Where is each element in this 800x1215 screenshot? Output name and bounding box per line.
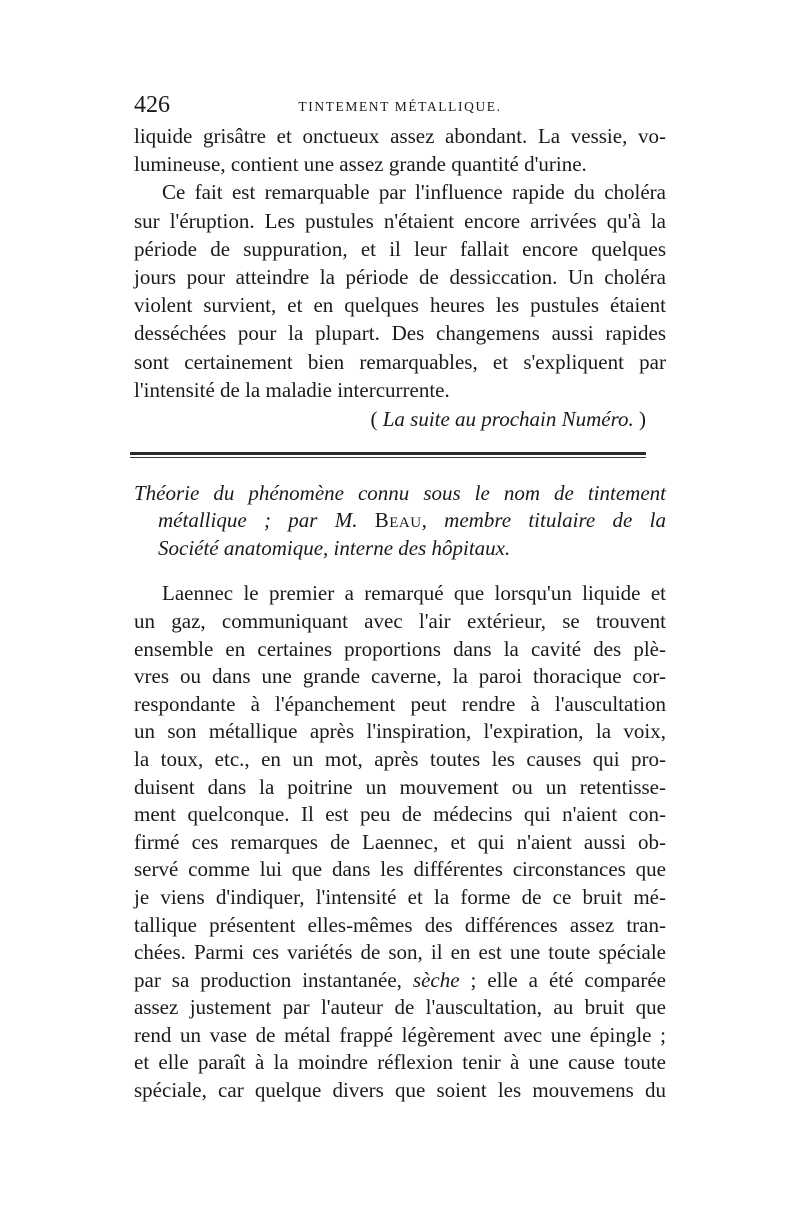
previous-article-text	[134, 122, 666, 433]
book-page	[134, 92, 666, 1105]
text-line: desséchées pour la plupart. Des changemens aussi rapides	[134, 321, 666, 346]
text-line: un son métallique après l'inspiration, l'expiration, la voix,	[134, 719, 666, 744]
continued-prefix: (	[370, 406, 383, 431]
text-line: période de suppuration, et il leur fallait encore quelques	[134, 236, 666, 261]
text-line: liquide grisâtre et onctueux assez abondant. La vessie, vo-	[134, 124, 666, 148]
continued-note	[134, 405, 666, 433]
text-line: jours pour atteindre la période de dessiccation. Un choléra	[134, 264, 666, 289]
text-line: spéciale, car quelque divers que soient les mouvemens du	[134, 1078, 666, 1103]
continued-suffix: )	[633, 406, 646, 431]
text-line: ment quelconque. Il est peu de médecins qui n'aient con-	[134, 802, 666, 827]
page-number: 426	[134, 92, 170, 118]
italic-word: sèche	[412, 967, 460, 992]
article-title	[134, 480, 666, 563]
text-line: respondante à l'épanchement peut rendre à l'auscultation	[134, 691, 666, 716]
title-text: métallique ; par M.	[158, 508, 375, 533]
title-line: Théorie du phénomène connu sous le nom de tintement	[134, 480, 666, 505]
text-span: ; elle a été comparée	[459, 967, 667, 992]
text-line: sur l'éruption. Les pustules n'étaient encore arrivées qu'à la	[134, 208, 666, 233]
text-line: la toux, etc., en un mot, après toutes les causes qui pro-	[134, 746, 666, 771]
text-span: par sa production instantanée,	[134, 967, 413, 992]
text-line: ensemble en certaines proportions dans la cavité des plè-	[134, 636, 666, 661]
title-text: , membre titulaire de la	[421, 508, 666, 533]
text-line: lumineuse, contient une assez grande quantité d'urine.	[134, 152, 587, 177]
text-line: Ce fait est remarquable par l'influence rapide du choléra	[162, 180, 666, 205]
article-body	[134, 580, 666, 1104]
text-line: vres ou dans une grande caverne, la paroi thoracique cor-	[134, 664, 666, 689]
text-line: je viens d'indiquer, l'intensité et la forme de ce bruit mé-	[134, 884, 666, 909]
text-line: rend un vase de métal frappé légèrement avec une épingle ;	[134, 1022, 666, 1047]
text-line: servé comme lui que dans les différentes circonstances que	[134, 857, 666, 882]
text-line: et elle paraît à la moindre réflexion tenir à une cause toute	[134, 1050, 666, 1075]
text-line: firmé ces remarques de Laennec, et qui n'aient aussi ob-	[134, 829, 666, 854]
divider-thin-rule	[130, 457, 646, 458]
title-line: Société anatomique, interne des hôpitaux.	[158, 535, 511, 560]
divider-thick-rule	[130, 452, 646, 455]
text-line: chées. Parmi ces variétés de son, il en est une toute spéciale	[134, 940, 666, 965]
text-line: un gaz, communiquant avec l'air extérieur, se trouvent	[134, 608, 666, 633]
author-name: Beau	[374, 508, 422, 533]
text-line: tallique présentent elles-mêmes des différences assez tran-	[134, 912, 666, 937]
running-title: TINTEMENT MÉTALLIQUE.	[298, 99, 502, 114]
text-line: duisent dans la poitrine un mouvement ou un retentisse-	[134, 774, 666, 799]
text-line: assez justement par l'auteur de l'auscultation, au bruit que	[134, 995, 666, 1020]
text-line: violent survient, et en quelques heures les pustules étaient	[134, 293, 666, 318]
continued-text: La suite au prochain Numéro.	[382, 406, 634, 431]
text-line: sont certainement bien remarquables, et s'expliquent par	[134, 349, 666, 374]
running-header	[134, 92, 666, 122]
title-line	[134, 507, 666, 535]
text-line: Laennec le premier a remarqué que lorsqu'un liquide et	[162, 581, 666, 606]
text-line	[134, 967, 666, 995]
text-line: l'intensité de la maladie intercurrente.	[134, 377, 450, 402]
section-divider	[130, 452, 646, 458]
